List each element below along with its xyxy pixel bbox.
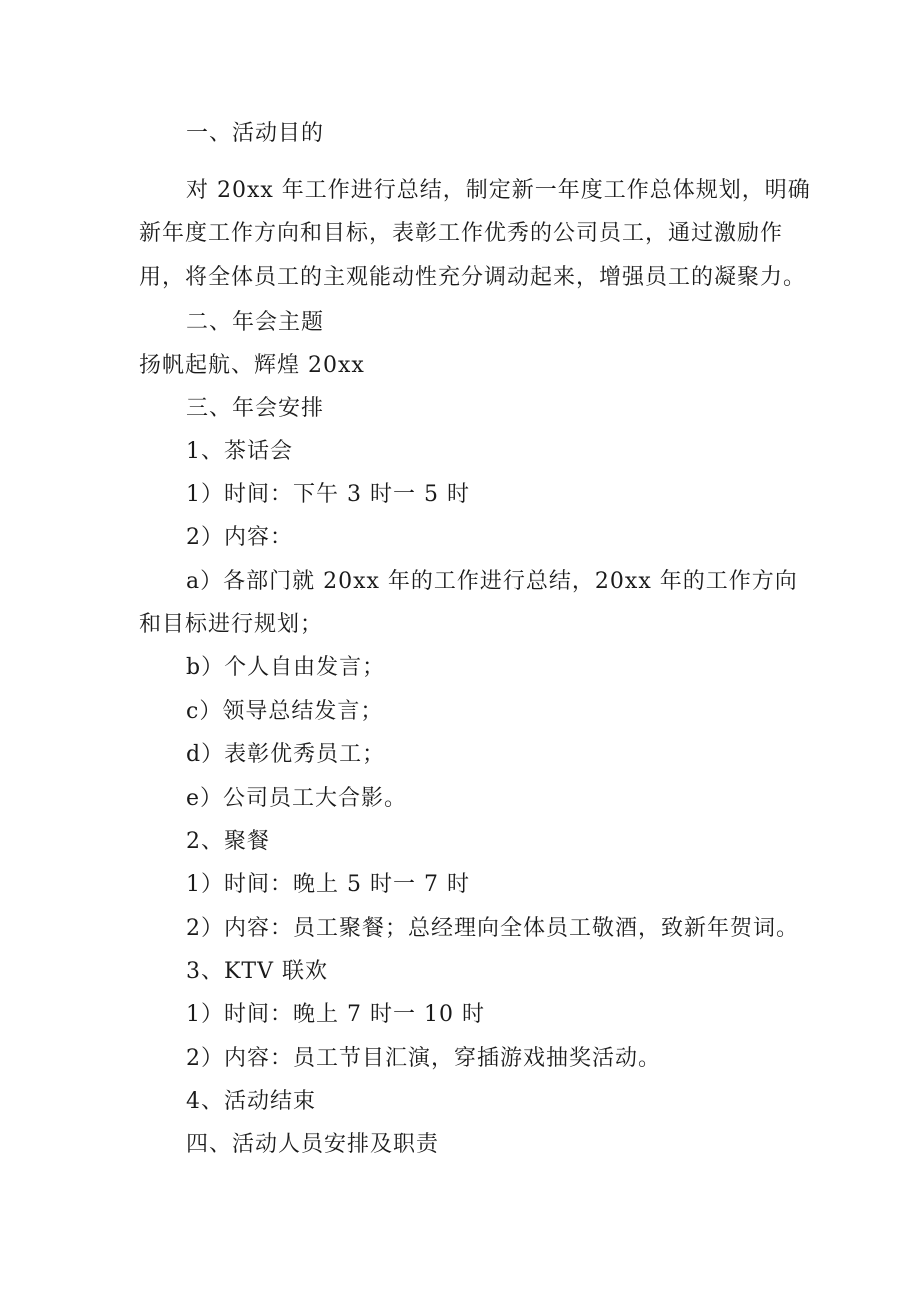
subheading-ktv: 3、KTV 联欢: [186, 959, 328, 984]
subheading-dinner: 2、聚餐: [186, 829, 270, 854]
section-heading-purpose: 一、活动目的: [186, 121, 325, 146]
list-item-continuation: 和目标进行规划；: [139, 612, 324, 637]
subheading-tea-party: 1、茶话会: [186, 439, 293, 464]
list-item: d）表彰优秀员工；: [186, 742, 386, 767]
list-item: 2）内容：员工聚餐；总经理向全体员工敬酒，致新年贺词。: [186, 916, 799, 941]
paragraph-line: 新年度工作方向和目标，表彰工作优秀的公司员工，通过激励作: [139, 221, 784, 246]
section-heading-arrangement: 三、年会安排: [186, 396, 325, 421]
section-heading-staffing: 四、活动人员安排及职责: [186, 1132, 440, 1157]
theme-text: 扬帆起航、辉煌 20xx: [139, 353, 365, 378]
list-item: 1）时间：晚上 5 时一 7 时: [186, 872, 470, 897]
list-item: e）公司员工大合影。: [186, 786, 408, 811]
list-item: c）领导总结发言；: [186, 699, 384, 724]
paragraph-line: 用，将全体员工的主观能动性充分调动起来，增强员工的凝聚力。: [139, 265, 807, 290]
list-item: 1）时间：晚上 7 时一 10 时: [186, 1002, 485, 1027]
subheading-event-end: 4、活动结束: [186, 1089, 316, 1114]
list-item: 2）内容：员工节目汇演，穿插游戏抽奖活动。: [186, 1046, 661, 1071]
section-heading-theme: 二、年会主题: [186, 310, 325, 335]
list-item: 1）时间：下午 3 时一 5 时: [186, 482, 470, 507]
paragraph-line: 对 20xx 年工作进行总结，制定新一年度工作总体规划，明确: [186, 178, 811, 203]
list-item: 2）内容：: [186, 525, 293, 550]
list-item: a）各部门就 20xx 年的工作进行总结，20xx 年的工作方向: [186, 569, 798, 594]
list-item: b）个人自由发言；: [186, 655, 386, 680]
